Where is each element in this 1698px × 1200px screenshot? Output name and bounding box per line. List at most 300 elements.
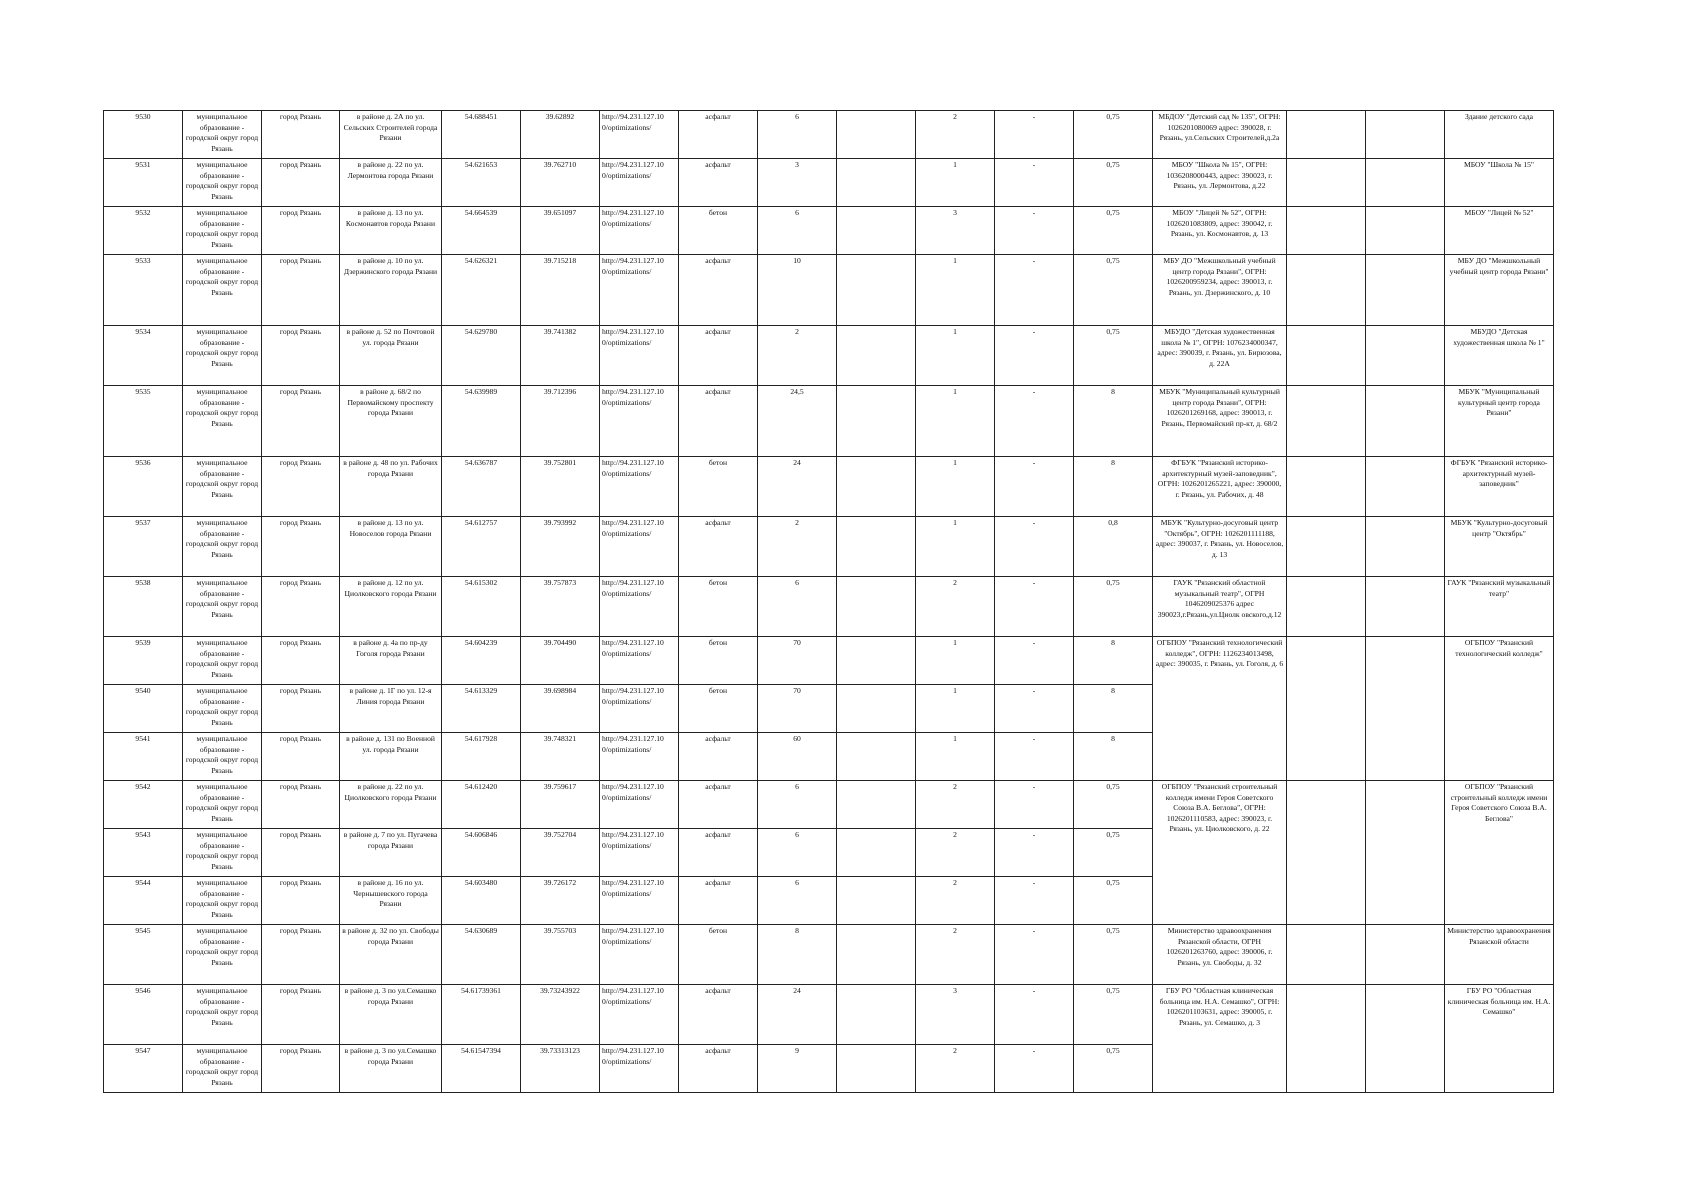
blank-cell: [1287, 637, 1366, 781]
dash-cell: -: [995, 733, 1074, 781]
address-cell: в районе д. 22 по ул. Циолковского города Рязани: [340, 781, 442, 829]
table-row: [104, 386, 1554, 457]
address-cell: в районе д. 7 по ул. Пугачева города Рязани: [340, 829, 442, 877]
address-cell: в районе д. 68/2 по Первомайскому проспекту города Рязани: [340, 386, 442, 457]
blank-cell: [1287, 985, 1366, 1093]
latitude-cell: 54.636787: [442, 457, 521, 517]
container-count-cell: 1: [916, 386, 995, 457]
row-number: 9535: [104, 386, 183, 457]
surface-cell: асфальт: [679, 781, 758, 829]
municipality-cell: муниципальное образование - городской округ город Рязань: [183, 457, 262, 517]
owner-cell: МБУК "Культурно-досуговый центр "Октябрь", ОГРН: 1026201111188, адрес: 390037, г. Рязань, ул. Новоселов, д. 13: [1153, 517, 1287, 577]
address-cell: в районе д. 13 по ул. Космонавтов города Рязани: [340, 207, 442, 255]
source-cell: МБУ ДО "Межшкольный учебный центр города Рязани": [1445, 255, 1554, 326]
map-link[interactable]: http://94.231.127.10 0/optimizations/: [600, 457, 679, 517]
container-count-cell: 1: [916, 255, 995, 326]
municipality-cell: муниципальное образование - городской округ город Рязань: [183, 985, 262, 1045]
blank-cell: [1366, 577, 1445, 637]
container-count-cell: 2: [916, 829, 995, 877]
table-row: [104, 637, 1554, 685]
municipality-cell: муниципальное образование - городской округ город Рязань: [183, 159, 262, 207]
dash-cell: -: [995, 781, 1074, 829]
blank-cell: [1287, 925, 1366, 985]
container-count-cell: 1: [916, 326, 995, 386]
blank-cell: [837, 111, 916, 159]
row-number: 9542: [104, 781, 183, 829]
longitude-cell: 39.726172: [521, 877, 600, 925]
longitude-cell: 39.762710: [521, 159, 600, 207]
latitude-cell: 54.613329: [442, 685, 521, 733]
longitude-cell: 39.752801: [521, 457, 600, 517]
address-cell: в районе д. 2А по ул. Сельских Строителей города Рязани: [340, 111, 442, 159]
latitude-cell: 54.615302: [442, 577, 521, 637]
latitude-cell: 54.664539: [442, 207, 521, 255]
volume-cell: 0,75: [1074, 781, 1153, 829]
volume-cell: 0,75: [1074, 255, 1153, 326]
map-link[interactable]: http://94.231.127.10 0/optimizations/: [600, 207, 679, 255]
blank-cell: [1366, 637, 1445, 781]
dash-cell: -: [995, 925, 1074, 985]
address-cell: в районе д. 13 по ул. Новоселов города Рязани: [340, 517, 442, 577]
city-cell: город Рязань: [262, 457, 340, 517]
dash-cell: -: [995, 685, 1074, 733]
city-cell: город Рязань: [262, 1045, 340, 1093]
dash-cell: -: [995, 255, 1074, 326]
latitude-cell: 54.626321: [442, 255, 521, 326]
map-link[interactable]: http://94.231.127.10 0/optimizations/: [600, 877, 679, 925]
table-row: [104, 985, 1554, 1045]
longitude-cell: 39.73313123: [521, 1045, 600, 1093]
dash-cell: -: [995, 877, 1074, 925]
owner-cell: Министерство здравоохранения Рязанской области, ОГРН 1026201263760, адрес: 390006, г. Рязань, ул. Свободы, д. 32: [1153, 925, 1287, 985]
city-cell: город Рязань: [262, 517, 340, 577]
source-cell: Министерство здравоохранения Рязанской области: [1445, 925, 1554, 985]
municipality-cell: муниципальное образование - городской округ город Рязань: [183, 577, 262, 637]
row-number: 9538: [104, 577, 183, 637]
table-row: [104, 457, 1554, 517]
owner-cell: МБУДО "Детская художественная школа № 1", ОГРН: 1076234000347, адрес: 390039, г. Рязань, ул. Бирюзова, д. 22А: [1153, 326, 1287, 386]
map-link[interactable]: http://94.231.127.10 0/optimizations/: [600, 517, 679, 577]
dash-cell: -: [995, 829, 1074, 877]
city-cell: город Рязань: [262, 781, 340, 829]
volume-cell: 0,8: [1074, 517, 1153, 577]
dash-cell: -: [995, 517, 1074, 577]
city-cell: город Рязань: [262, 207, 340, 255]
dash-cell: -: [995, 326, 1074, 386]
area-cell: 70: [758, 685, 837, 733]
area-cell: 6: [758, 877, 837, 925]
surface-cell: асфальт: [679, 1045, 758, 1093]
surface-cell: бетон: [679, 577, 758, 637]
source-cell: ГБУ РО "Областная клиническая больница им. Н.А. Семашко": [1445, 985, 1554, 1093]
source-cell: МБУК "Культурно-досуговый центр "Октябрь": [1445, 517, 1554, 577]
owner-cell: МБУ ДО "Межшкольный учебный центр города Рязани", ОГРН: 1026200959234, адрес: 390013, г. Рязань, ул. Дзержинского, д. 10: [1153, 255, 1287, 326]
dash-cell: -: [995, 985, 1074, 1045]
area-cell: 6: [758, 577, 837, 637]
owner-cell: МБДОУ "Детский сад № 135", ОГРН: 1026201080069 адрес: 390028, г. Рязань, ул.Сельских Строителей,д.2а: [1153, 111, 1287, 159]
row-number: 9533: [104, 255, 183, 326]
table-row: [104, 577, 1554, 637]
municipality-cell: муниципальное образование - городской округ город Рязань: [183, 517, 262, 577]
area-cell: 8: [758, 925, 837, 985]
table-row: [104, 925, 1554, 985]
municipality-cell: муниципальное образование - городской округ город Рязань: [183, 925, 262, 985]
area-cell: 6: [758, 781, 837, 829]
map-link[interactable]: http://94.231.127.10 0/optimizations/: [600, 985, 679, 1045]
longitude-cell: 39.651097: [521, 207, 600, 255]
surface-cell: асфальт: [679, 733, 758, 781]
longitude-cell: 39.704490: [521, 637, 600, 685]
volume-cell: 8: [1074, 637, 1153, 685]
volume-cell: 8: [1074, 733, 1153, 781]
blank-cell: [1287, 207, 1366, 255]
table-row: [104, 781, 1554, 829]
map-link[interactable]: http://94.231.127.10 0/optimizations/: [600, 925, 679, 985]
longitude-cell: 39.793992: [521, 517, 600, 577]
blank-cell: [837, 829, 916, 877]
blank-cell: [837, 255, 916, 326]
blank-cell: [1366, 255, 1445, 326]
blank-cell: [1366, 111, 1445, 159]
volume-cell: 0,75: [1074, 326, 1153, 386]
latitude-cell: 54.604239: [442, 637, 521, 685]
longitude-cell: 39.741382: [521, 326, 600, 386]
address-cell: в районе д. 1Г по ул. 12-я Линия города Рязани: [340, 685, 442, 733]
city-cell: город Рязань: [262, 829, 340, 877]
latitude-cell: 54.639989: [442, 386, 521, 457]
blank-cell: [837, 577, 916, 637]
source-cell: ОГБПОУ "Рязанский технологический колледж": [1445, 637, 1554, 781]
row-number: 9530: [104, 111, 183, 159]
container-count-cell: 2: [916, 925, 995, 985]
container-count-cell: 2: [916, 1045, 995, 1093]
area-cell: 6: [758, 207, 837, 255]
volume-cell: 0,75: [1074, 159, 1153, 207]
blank-cell: [837, 386, 916, 457]
area-cell: 2: [758, 326, 837, 386]
area-cell: 24: [758, 457, 837, 517]
volume-cell: 0,75: [1074, 577, 1153, 637]
blank-cell: [1366, 457, 1445, 517]
latitude-cell: 54.688451: [442, 111, 521, 159]
blank-cell: [1287, 326, 1366, 386]
blank-cell: [1287, 159, 1366, 207]
dash-cell: -: [995, 207, 1074, 255]
row-number: 9534: [104, 326, 183, 386]
blank-cell: [1366, 207, 1445, 255]
map-link[interactable]: http://94.231.127.10 0/optimizations/: [600, 159, 679, 207]
owner-cell: МБОУ "Лицей № 52", ОГРН: 1026201083809, адрес: 390042, г. Рязань, ул. Космонавтов, д. 13: [1153, 207, 1287, 255]
area-cell: 6: [758, 111, 837, 159]
surface-cell: бетон: [679, 925, 758, 985]
city-cell: город Рязань: [262, 685, 340, 733]
municipality-cell: муниципальное образование - городской округ город Рязань: [183, 326, 262, 386]
source-cell: МБУДО "Детская художественная школа № 1": [1445, 326, 1554, 386]
city-cell: город Рязань: [262, 386, 340, 457]
row-number: 9545: [104, 925, 183, 985]
address-cell: в районе д. 22 по ул. Лермонтова города Рязани: [340, 159, 442, 207]
container-count-cell: 1: [916, 685, 995, 733]
surface-cell: бетон: [679, 685, 758, 733]
container-count-cell: 3: [916, 207, 995, 255]
latitude-cell: 54.61739361: [442, 985, 521, 1045]
row-number: 9536: [104, 457, 183, 517]
source-cell: МБОУ "Школа № 15": [1445, 159, 1554, 207]
blank-cell: [1287, 517, 1366, 577]
table-row: [104, 111, 1554, 159]
map-link[interactable]: http://94.231.127.10 0/optimizations/: [600, 386, 679, 457]
container-count-cell: 2: [916, 577, 995, 637]
area-cell: 24,5: [758, 386, 837, 457]
map-link[interactable]: http://94.231.127.10 0/optimizations/: [600, 577, 679, 637]
city-cell: город Рязань: [262, 326, 340, 386]
map-link[interactable]: http://94.231.127.10 0/optimizations/: [600, 1045, 679, 1093]
map-link[interactable]: http://94.231.127.10 0/optimizations/: [600, 685, 679, 733]
area-cell: 70: [758, 637, 837, 685]
longitude-cell: 39.73243922: [521, 985, 600, 1045]
area-cell: 10: [758, 255, 837, 326]
municipality-cell: муниципальное образование - городской округ город Рязань: [183, 877, 262, 925]
blank-cell: [1366, 159, 1445, 207]
municipality-cell: муниципальное образование - городской округ город Рязань: [183, 685, 262, 733]
container-count-cell: 1: [916, 733, 995, 781]
latitude-cell: 54.629780: [442, 326, 521, 386]
surface-cell: асфальт: [679, 829, 758, 877]
longitude-cell: 39.748321: [521, 733, 600, 781]
row-number: 9540: [104, 685, 183, 733]
row-number: 9532: [104, 207, 183, 255]
municipality-cell: муниципальное образование - городской округ город Рязань: [183, 255, 262, 326]
longitude-cell: 39.752704: [521, 829, 600, 877]
address-cell: в районе д. 48 по ул. Рабочих города Рязани: [340, 457, 442, 517]
blank-cell: [837, 781, 916, 829]
blank-cell: [837, 985, 916, 1045]
blank-cell: [837, 326, 916, 386]
map-link[interactable]: http://94.231.127.10 0/optimizations/: [600, 781, 679, 829]
map-link[interactable]: http://94.231.127.10 0/optimizations/: [600, 255, 679, 326]
row-number: 9546: [104, 985, 183, 1045]
municipality-cell: муниципальное образование - городской округ город Рязань: [183, 111, 262, 159]
map-link[interactable]: http://94.231.127.10 0/optimizations/: [600, 829, 679, 877]
blank-cell: [1287, 255, 1366, 326]
volume-cell: 0,75: [1074, 111, 1153, 159]
row-number: 9539: [104, 637, 183, 685]
map-link[interactable]: http://94.231.127.10 0/optimizations/: [600, 733, 679, 781]
table-row: [104, 326, 1554, 386]
owner-cell: МБУК "Муниципальный культурный центр города Рязани", ОГРН: 1026201269168, адрес: 390013, г. Рязань, Первомайский пр-кт, д. 68/2: [1153, 386, 1287, 457]
row-number: 9541: [104, 733, 183, 781]
blank-cell: [837, 457, 916, 517]
municipality-cell: муниципальное образование - городской округ город Рязань: [183, 781, 262, 829]
longitude-cell: 39.715218: [521, 255, 600, 326]
address-cell: в районе д. 52 по Почтовой ул. города Рязани: [340, 326, 442, 386]
surface-cell: бетон: [679, 207, 758, 255]
owner-cell: ОГБПОУ "Рязанский строительный колледж имени Героя Советского Союза В.А. Беглова", ОГРН: 1026201110583, адрес: 390023, г. Рязань, ул. Циолковского, д. 22: [1153, 781, 1287, 925]
area-cell: 24: [758, 985, 837, 1045]
blank-cell: [1287, 111, 1366, 159]
latitude-cell: 54.612420: [442, 781, 521, 829]
surface-cell: асфальт: [679, 111, 758, 159]
blank-cell: [1366, 985, 1445, 1093]
source-cell: ФГБУК "Рязанский историко-архитектурный музей-заповедник": [1445, 457, 1554, 517]
table-row: [104, 255, 1554, 326]
map-link[interactable]: http://94.231.127.10 0/optimizations/: [600, 111, 679, 159]
volume-cell: 0,75: [1074, 925, 1153, 985]
volume-cell: 0,75: [1074, 207, 1153, 255]
table-row: [104, 207, 1554, 255]
surface-cell: бетон: [679, 637, 758, 685]
container-count-cell: 1: [916, 457, 995, 517]
registry-table: [103, 110, 1554, 1093]
city-cell: город Рязань: [262, 637, 340, 685]
address-cell: в районе д. 4а по пр-ду Гоголя города Рязани: [340, 637, 442, 685]
source-cell: МБОУ "Лицей № 52": [1445, 207, 1554, 255]
area-cell: 6: [758, 829, 837, 877]
address-cell: в районе д. 16 по ул. Чернышевского города Рязани: [340, 877, 442, 925]
owner-cell: ОГБПОУ "Рязанский технологический колледж", ОГРН: 1126234013498, адрес: 390035, г. Рязань, ул. Гоголя, д. 6: [1153, 637, 1287, 781]
row-number: 9531: [104, 159, 183, 207]
blank-cell: [1366, 781, 1445, 925]
blank-cell: [837, 637, 916, 685]
row-number: 9547: [104, 1045, 183, 1093]
dash-cell: -: [995, 457, 1074, 517]
blank-cell: [1287, 457, 1366, 517]
address-cell: в районе д. 131 по Военной ул. города Рязани: [340, 733, 442, 781]
address-cell: в районе д. 32 по ул. Свободы города Рязани: [340, 925, 442, 985]
volume-cell: 8: [1074, 685, 1153, 733]
municipality-cell: муниципальное образование - городской округ город Рязань: [183, 733, 262, 781]
container-count-cell: 2: [916, 111, 995, 159]
municipality-cell: муниципальное образование - городской округ город Рязань: [183, 386, 262, 457]
address-cell: в районе д. 12 по ул. Циолковского города Рязани: [340, 577, 442, 637]
row-number: 9544: [104, 877, 183, 925]
dash-cell: -: [995, 637, 1074, 685]
container-count-cell: 1: [916, 517, 995, 577]
surface-cell: асфальт: [679, 517, 758, 577]
map-link[interactable]: http://94.231.127.10 0/optimizations/: [600, 326, 679, 386]
area-cell: 60: [758, 733, 837, 781]
longitude-cell: 39.759617: [521, 781, 600, 829]
longitude-cell: 39.757873: [521, 577, 600, 637]
surface-cell: асфальт: [679, 255, 758, 326]
address-cell: в районе д. 3 по ул.Семашко города Рязани: [340, 985, 442, 1045]
volume-cell: 8: [1074, 386, 1153, 457]
volume-cell: 0,75: [1074, 1045, 1153, 1093]
owner-cell: МБОУ "Школа № 15", ОГРН: 1036208000443, адрес: 390023, г. Рязань, ул. Лермонтова, д.22: [1153, 159, 1287, 207]
container-count-cell: 3: [916, 985, 995, 1045]
city-cell: город Рязань: [262, 255, 340, 326]
latitude-cell: 54.612757: [442, 517, 521, 577]
latitude-cell: 54.621653: [442, 159, 521, 207]
city-cell: город Рязань: [262, 877, 340, 925]
volume-cell: 0,75: [1074, 985, 1153, 1045]
blank-cell: [1287, 577, 1366, 637]
latitude-cell: 54.61547394: [442, 1045, 521, 1093]
surface-cell: бетон: [679, 457, 758, 517]
surface-cell: асфальт: [679, 159, 758, 207]
volume-cell: 0,75: [1074, 829, 1153, 877]
container-count-cell: 2: [916, 781, 995, 829]
blank-cell: [1287, 386, 1366, 457]
blank-cell: [837, 685, 916, 733]
longitude-cell: 39.698984: [521, 685, 600, 733]
owner-cell: ГАУК "Рязанский областной музыкальный театр", ОГРН 1046209025376 адрес 390023,г.Рязань,ул.Циолк овского,д.12: [1153, 577, 1287, 637]
volume-cell: 0,75: [1074, 877, 1153, 925]
dash-cell: -: [995, 386, 1074, 457]
table-row: [104, 517, 1554, 577]
municipality-cell: муниципальное образование - городской округ город Рязань: [183, 1045, 262, 1093]
surface-cell: асфальт: [679, 877, 758, 925]
blank-cell: [837, 207, 916, 255]
blank-cell: [837, 517, 916, 577]
row-number: 9537: [104, 517, 183, 577]
surface-cell: асфальт: [679, 326, 758, 386]
area-cell: 2: [758, 517, 837, 577]
blank-cell: [1287, 781, 1366, 925]
blank-cell: [837, 159, 916, 207]
table-row: [104, 159, 1554, 207]
municipality-cell: муниципальное образование - городской округ город Рязань: [183, 207, 262, 255]
source-cell: Здание детского сада: [1445, 111, 1554, 159]
latitude-cell: 54.606846: [442, 829, 521, 877]
municipality-cell: муниципальное образование - городской округ город Рязань: [183, 829, 262, 877]
dash-cell: -: [995, 111, 1074, 159]
row-number: 9543: [104, 829, 183, 877]
latitude-cell: 54.630689: [442, 925, 521, 985]
city-cell: город Рязань: [262, 985, 340, 1045]
city-cell: город Рязань: [262, 159, 340, 207]
owner-cell: ФГБУК "Рязанский историко-архитектурный музей-заповедник", ОГРН: 1026201265221, адрес: 390000, г. Рязань, ул. Рабочих, д. 48: [1153, 457, 1287, 517]
volume-cell: 8: [1074, 457, 1153, 517]
blank-cell: [837, 733, 916, 781]
dash-cell: -: [995, 577, 1074, 637]
owner-cell: ГБУ РО "Областная клиническая больница им. Н.А. Семашко", ОГРН: 1026201103631, адрес: 390005, г. Рязань, ул. Семашко, д. 3: [1153, 985, 1287, 1093]
dash-cell: -: [995, 1045, 1074, 1093]
city-cell: город Рязань: [262, 925, 340, 985]
city-cell: город Рязань: [262, 111, 340, 159]
longitude-cell: 39.712396: [521, 386, 600, 457]
container-count-cell: 1: [916, 637, 995, 685]
city-cell: город Рязань: [262, 577, 340, 637]
dash-cell: -: [995, 159, 1074, 207]
container-count-cell: 1: [916, 159, 995, 207]
city-cell: город Рязань: [262, 733, 340, 781]
surface-cell: асфальт: [679, 985, 758, 1045]
map-link[interactable]: http://94.231.127.10 0/optimizations/: [600, 637, 679, 685]
blank-cell: [837, 877, 916, 925]
blank-cell: [1366, 386, 1445, 457]
blank-cell: [1366, 326, 1445, 386]
latitude-cell: 54.617928: [442, 733, 521, 781]
longitude-cell: 39.755703: [521, 925, 600, 985]
blank-cell: [1366, 925, 1445, 985]
blank-cell: [837, 1045, 916, 1093]
area-cell: 9: [758, 1045, 837, 1093]
source-cell: ОГБПОУ "Рязанский строительный колледж имени Героя Советского Союза В.А. Беглова": [1445, 781, 1554, 925]
address-cell: в районе д. 3 по ул.Семашко города Рязани: [340, 1045, 442, 1093]
longitude-cell: 39.62892: [521, 111, 600, 159]
latitude-cell: 54.603480: [442, 877, 521, 925]
address-cell: в районе д. 10 по ул. Дзержинского города Рязани: [340, 255, 442, 326]
source-cell: МБУК "Муниципальный культурный центр города Рязани": [1445, 386, 1554, 457]
area-cell: 3: [758, 159, 837, 207]
blank-cell: [1366, 517, 1445, 577]
municipality-cell: муниципальное образование - городской округ город Рязань: [183, 637, 262, 685]
blank-cell: [837, 925, 916, 985]
surface-cell: асфальт: [679, 386, 758, 457]
container-count-cell: 2: [916, 877, 995, 925]
source-cell: ГАУК "Рязанский музыкальный театр": [1445, 577, 1554, 637]
